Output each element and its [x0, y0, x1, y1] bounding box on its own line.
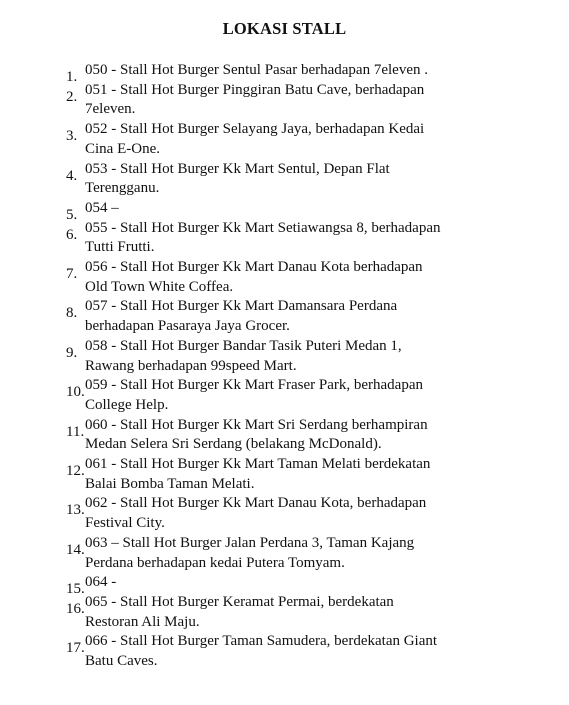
list-item-text: 054 –: [85, 199, 119, 216]
list-item-text: 061 - Stall Hot Burger Kk Mart Taman Melati berdekatan Balai Bomba Taman Melati.: [85, 456, 431, 492]
list-item: [66, 632, 506, 671]
list-item: [66, 455, 506, 494]
list-item-number: 17.: [66, 640, 85, 657]
list-item-number: 8.: [66, 305, 78, 322]
list-item: [66, 297, 506, 336]
list-item-text: 064 -: [85, 574, 117, 591]
list-item-number: 13.: [66, 502, 85, 519]
stall-location-list: [66, 61, 506, 672]
list-item-text: 056 - Stall Hot Burger Kk Mart Danau Kota berhadapan Old Town White Coffea.: [85, 259, 423, 295]
list-item-text: 052 - Stall Hot Burger Selayang Jaya, berhadapan Kedai Cina E-One.: [85, 121, 425, 157]
list-item: [66, 573, 506, 598]
list-item-number: 4.: [66, 167, 78, 184]
list-item-number: 12.: [66, 463, 85, 480]
list-item: [66, 494, 506, 533]
list-item-text: 066 - Stall Hot Burger Taman Samudera, berdekatan Giant Batu Caves.: [85, 633, 438, 670]
list-item-text: 065 - Stall Hot Burger Keramat Permai, berdekatan Restoran Ali Maju.: [85, 593, 394, 630]
list-item-number: 11.: [66, 423, 85, 440]
list-item-number: 15.: [66, 581, 85, 598]
list-item-text: 059 - Stall Hot Burger Kk Mart Fraser Park, berhadapan College Help.: [85, 377, 423, 413]
list-item: [66, 219, 506, 258]
list-item-number: 2.: [66, 88, 78, 105]
list-item: [66, 593, 506, 632]
list-item-number: 14.: [66, 541, 85, 558]
list-item-text: 055 - Stall Hot Burger Kk Mart Setiawangsa 8, berhadapan Tutti Frutti.: [85, 219, 441, 256]
list-item: [66, 81, 506, 120]
list-item-text: 063 – Stall Hot Burger Jalan Perdana 3, Taman Kajang Perdana berhadapan kedai Putera Tomyam.: [85, 534, 415, 571]
list-item: [66, 258, 506, 297]
list-item-text: 051 - Stall Hot Burger Pinggiran Batu Cave, berhadapan 7eleven.: [85, 81, 425, 118]
list-item-number: 6.: [66, 226, 78, 243]
list-item: [66, 61, 506, 85]
list-item-number: 16.: [66, 600, 85, 617]
list-item: [66, 416, 506, 455]
list-item-text: 053 - Stall Hot Burger Kk Mart Sentul, Depan Flat Terengganu.: [85, 160, 390, 197]
list-item-text: 050 - Stall Hot Burger Sentul Pasar berhadapan 7eleven .: [85, 62, 428, 78]
list-item: [66, 199, 506, 223]
list-item: [66, 120, 506, 159]
list-item-number: 1.: [66, 69, 78, 85]
list-item: [66, 534, 506, 573]
list-item-text: 062 - Stall Hot Burger Kk Mart Danau Kota, berhadapan Festival City.: [85, 495, 427, 532]
list-item-number: 7.: [66, 266, 78, 283]
list-item: [66, 160, 506, 199]
list-item: [66, 376, 506, 415]
list-item-number: 10.: [66, 384, 85, 401]
list-item-text: 060 - Stall Hot Burger Kk Mart Sri Serdang berhampiran Medan Selera Sri Serdang (belakang McDonald).: [85, 416, 428, 453]
list-item-text: 058 - Stall Hot Burger Bandar Tasik Puteri Medan 1, Rawang berhadapan 99speed Mart.: [85, 337, 402, 374]
list-item-number: 5.: [66, 206, 78, 223]
list-item-number: 9.: [66, 344, 78, 361]
list-item-text: 057 - Stall Hot Burger Kk Mart Damansara Perdana berhadapan Pasaraya Jaya Grocer.: [85, 298, 398, 335]
list-item: [66, 337, 506, 376]
page-title: LOKASI STALL: [222, 19, 347, 38]
list-item-number: 3.: [66, 128, 78, 145]
